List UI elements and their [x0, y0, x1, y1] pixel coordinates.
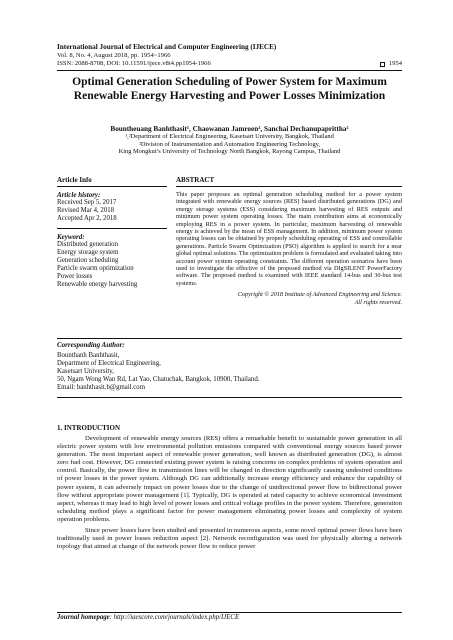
history-heading: Article history:: [57, 191, 101, 199]
keyword-item: Distributed generation: [57, 241, 118, 248]
history-item: Received Sep 5, 2017: [57, 199, 117, 206]
article-info: [57, 176, 167, 289]
copyright-line: Copyright © 2018 Institute of Advanced Engineering and Science.: [237, 291, 402, 299]
keyword-item: Power losses: [57, 273, 93, 280]
paper-authors: Bountheuang Banhthasit¹, Chaowanan Jamroen², Sanchai Dechanupaprittha²: [110, 125, 349, 133]
homepage-link[interactable]: : http://iaescore.com/journals/index.php/IJECE: [109, 614, 240, 621]
keyword-item: Renewable energy harvesting: [57, 281, 138, 288]
abstract-text: This paper proposes an optimal generation scheduling method for a power system integrated with renewable energy sources (RES) based distributed generations (DG) and energy storage systems (ESS) considering maximum harvesting of RES outputs and minimum power system operating losses. The main contribution aims at economically employing RES in a power system. In particular, maximum harvesting of renewable energy is achieved by the mean of ESS management. In addition, minimum power system operating losses can be obtained by properly scheduling operating of ESS and controllable generations. Particle Swarm Optimization (PSO) algorithm is applied to search for a near global optimal solutions. The optimization problem is formulated and evaluated taking into account power system operating constraints. The different operation scenarios have been used to investigate the effective of the proposed method via DIgSILENT PowerFactory software. The proposed method is examined with IEEE standard 14-bus and 30-bus test systems.: [176, 191, 402, 287]
square-icon: [380, 62, 385, 67]
copyright-notice: [176, 291, 402, 306]
keyword-item: Generation scheduling: [57, 257, 119, 264]
keyword-item: Energy storage system: [57, 249, 119, 256]
keyword-heading: Keyword:: [57, 233, 85, 241]
footer-divider: [57, 612, 402, 613]
corr-line: Department of Electrical Engineering,: [57, 360, 161, 367]
corr-line: 50, Ngam Wong Wan Rd, Lat Yao, Chatuchak, Bangkok, 10900, Thailand.: [57, 376, 260, 383]
journal-name: International Journal of Electrical and Computer Engineering (IJECE): [57, 43, 277, 51]
journal-issn: ISSN: 2088-8708, DOI: 10.11591/ijece.v8i4.pp1954-1966: [57, 60, 211, 67]
affiliation-line: ¹,²Department of Electrical Engineering, Kasetsart University, Bangkok, Thailand: [125, 133, 334, 140]
affiliations: [57, 133, 402, 156]
corr-line: Bounthanh Banhthasit,: [57, 352, 120, 359]
page-number: 1954: [388, 60, 402, 67]
introduction-heading: 1. INTRODUCTION: [57, 424, 121, 432]
header-divider: [57, 70, 402, 71]
affiliation-line: King Mongkut’s University of Technology North Bangkok, Rayong Campus, Thailand: [118, 148, 341, 156]
corresponding-author: [57, 338, 402, 398]
history-item: Revised Mar 4, 2018: [57, 207, 115, 214]
introduction-section: [57, 424, 402, 551]
paragraph: Since power losses have been studied and presented in numerous aspects, some novel optimal power flows have been traditionally used in power losses reduction aspect [2]. Network reconfiguration was used for physically altering a network topology that aimed at change of the network power flow to reduce power: [57, 527, 402, 551]
corresponding-heading: Corresponding Author:: [57, 341, 125, 349]
paper-title: Optimal Generation Scheduling of Power System for Maximum Renewable Energy Harvesting and Power Losses Minimization: [72, 75, 387, 102]
journal-footer: [57, 614, 239, 621]
keyword-item: Particle swarm optimization: [57, 265, 134, 272]
homepage-label: Journal homepage: [57, 614, 110, 621]
copyright-line: All rights reserved.: [354, 298, 402, 306]
corr-email: Email: banhthasit.b@gmail.com: [57, 384, 145, 391]
abstract-section: [176, 176, 402, 306]
journal-volume: Vol. 8, No. 4, August 2018, pp. 1954~1966: [57, 52, 171, 59]
corr-line: Kasetsart University,: [57, 368, 114, 375]
issn-row: [57, 60, 402, 68]
info-divider: [57, 228, 167, 229]
paragraph: Development of renewable energy sources (RES) offers a remarkable benefit to sustainable power generation in all electric power system with low environmental pollution emissions compared with conventional energy sources based power generation. The most important aspect of renewable power generation, well known as distributed generation (DG), is almost zero fuel cost. However, DG connected existing power system is raising concerns on complex problems of system operation and control. Basically, the power flow in transmission lines will be changed in direction significantly causing undesired conditions of power losses in the power system. Although DG can additionally increase energy efficiency and enhance the capability of power system, it can adversely impact on power losses due to the change of unidirectional power flow to bidirectional power flow without appropriate power management [1]. Typically, DG is operated at rated capacity to achieve economical investment aspect, whereas it may lead to high level of power losses and critical voltage profiles in the power system. Therefore, generation scheduling method plays a significant factor for power management eliminating power losses and complexity of system operation problems.: [57, 435, 402, 523]
affiliation-line: ²Division of Instrumentation and Automation Engineering Technology,: [138, 140, 321, 148]
page-number-group: [380, 60, 402, 68]
history-item: Accepted Apr 2, 2018: [57, 215, 117, 222]
article-info-heading: Article Info: [57, 176, 167, 187]
journal-header: [57, 43, 402, 68]
corresponding-details: [57, 352, 402, 392]
corr-bottom-divider: [57, 397, 402, 398]
abstract-heading: ABSTRACT: [176, 176, 402, 187]
